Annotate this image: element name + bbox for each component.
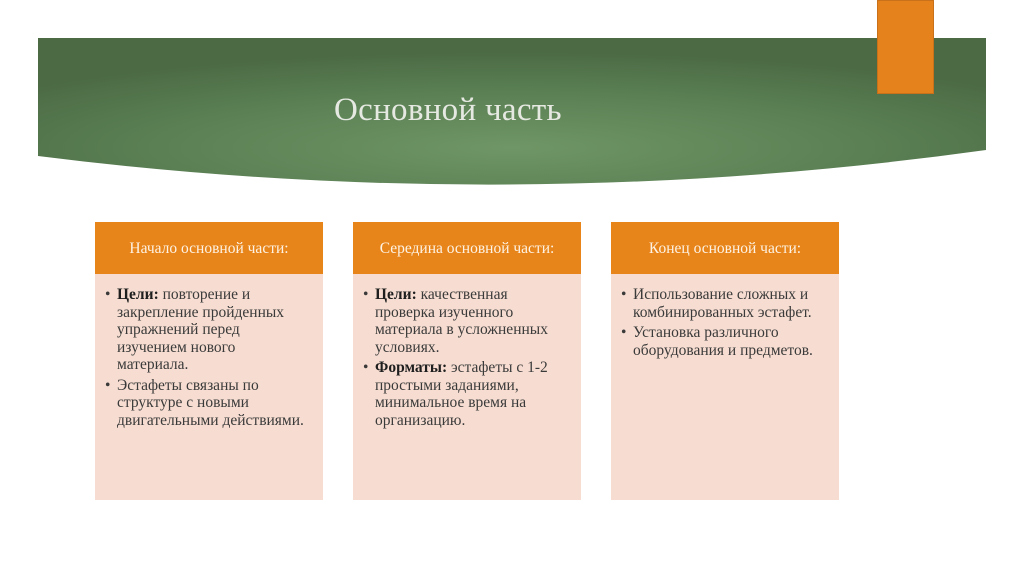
card-body [95, 274, 323, 500]
list-item: • Эстафеты связаны по структуре с новыми двигательными действиями. [105, 377, 309, 430]
card-header: Начало основной части: [95, 222, 323, 274]
card-start [95, 222, 323, 500]
card-header: Конец основной части: [611, 222, 839, 274]
card-header: Середина основной части: [353, 222, 581, 274]
list-item: • Цели: повторение и закрепление пройденных упражнений перед изучением нового материала. [105, 286, 309, 374]
list-item: • Цели: качественная проверка изученного материала в усложненных условиях. [363, 286, 567, 356]
slide-title: Основной часть [334, 92, 562, 128]
list-item: • Использование сложных и комбинированных эстафет. [621, 286, 825, 321]
card-body [353, 274, 581, 500]
list-item: • Установка различного оборудования и предметов. [621, 324, 825, 359]
card-middle [353, 222, 581, 500]
list-item: • Форматы: эстафеты с 1-2 простыми заданиями, минимальное время на организацию. [363, 359, 567, 429]
orange-accent-rect [877, 0, 934, 94]
card-end [611, 222, 839, 500]
card-body [611, 274, 839, 500]
